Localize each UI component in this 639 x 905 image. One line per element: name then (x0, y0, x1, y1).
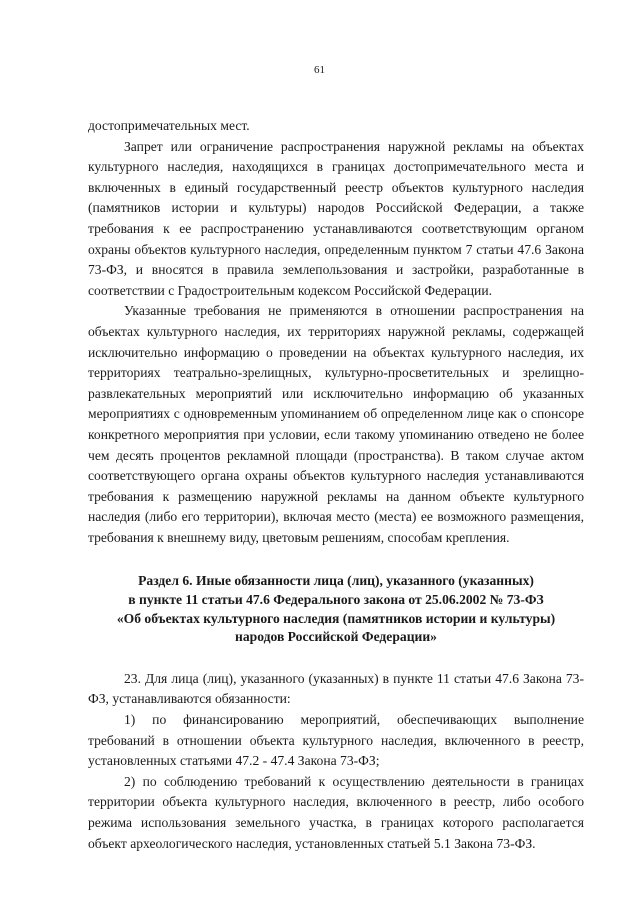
paragraph-exceptions: Указанные требования не применяются в отношении распространения на объектах культурного наследия, их территориях наружной рекламы, содержащей исключительно информацию о проведении на объектах культурного наследия, их территориях театрально-зрелищных, культурно-просветительных и зрелищно-развлекательных мероприятий или исключительно информацию об указанных мероприятиях с одновременным упоминанием об определенном лице как о спонсоре конкретного мероприятия при условии, если такому упоминанию отведено не более чем десять процентов рекламной площади (пространства). В таком случае актом соответствующего органа охраны объектов культурного наследия устанавливаются требования к размещению наружной рекламы на данном объекте культурного наследия (либо его территории), включая место (места) ее возможного размещения, требования к внешнему виду, цветовым решениям, способам крепления. (88, 303, 584, 545)
paragraph-item-23: 23. Для лица (лиц), указанного (указанных) в пункте 11 статьи 47.6 Закона 73-ФЗ, устанавливаются обязанности: (88, 670, 584, 707)
paragraph-advertising-restriction: Запрет или ограничение распространения наружной рекламы на объектах культурного наследия, находящихся в границах достопримечательного места и включенных в единый государственный реестр объектов культурного наследия (памятников истории и культуры) народов Российской Федерации, а также требования к ее распространению устанавливаются соответствующим органом охраны объектов культурного наследия, определенным пунктом 7 статьи 47.6 Закона 73-ФЗ, и вносятся в правила землепользования и застройки, разработанные в соответствии с Градостроительным кодексом Российской Федерации. (88, 138, 584, 298)
paragraph-continuation: достопримечательных мест. (88, 118, 250, 133)
paragraph-obligation-1: 1) по финансированию мероприятий, обеспечивающих выполнение требований в отношении объекта культурного наследия, включенного в реестр, установленных статьями 47.2 - 47.4 Закона 73-ФЗ; (88, 712, 584, 769)
section-heading-line-3: «Об объектах культурного наследия (памятников истории и культуры) (116, 610, 556, 626)
document-body (88, 116, 584, 854)
section-heading-line-1: Раздел 6. Иные обязанности лица (лиц), указанного (указанных) (138, 573, 534, 589)
section-heading-line-2: в пункте 11 статьи 47.6 Федерального закона от 25.06.2002 № 73-ФЗ (128, 592, 544, 608)
section-heading-line-4: народов Российской Федерации» (235, 629, 437, 645)
paragraph-obligation-2: 2) по соблюдению требований к осуществлению деятельности в границах территории объекта культурного наследия, включенного в реестр, либо особого режима использования земельного участка, в границах которого располагается объект археологического наследия, установленных статьей 5.1 Закона 73-ФЗ. (88, 773, 584, 851)
page-number: 61 (314, 64, 325, 76)
section-6-heading (88, 572, 584, 646)
